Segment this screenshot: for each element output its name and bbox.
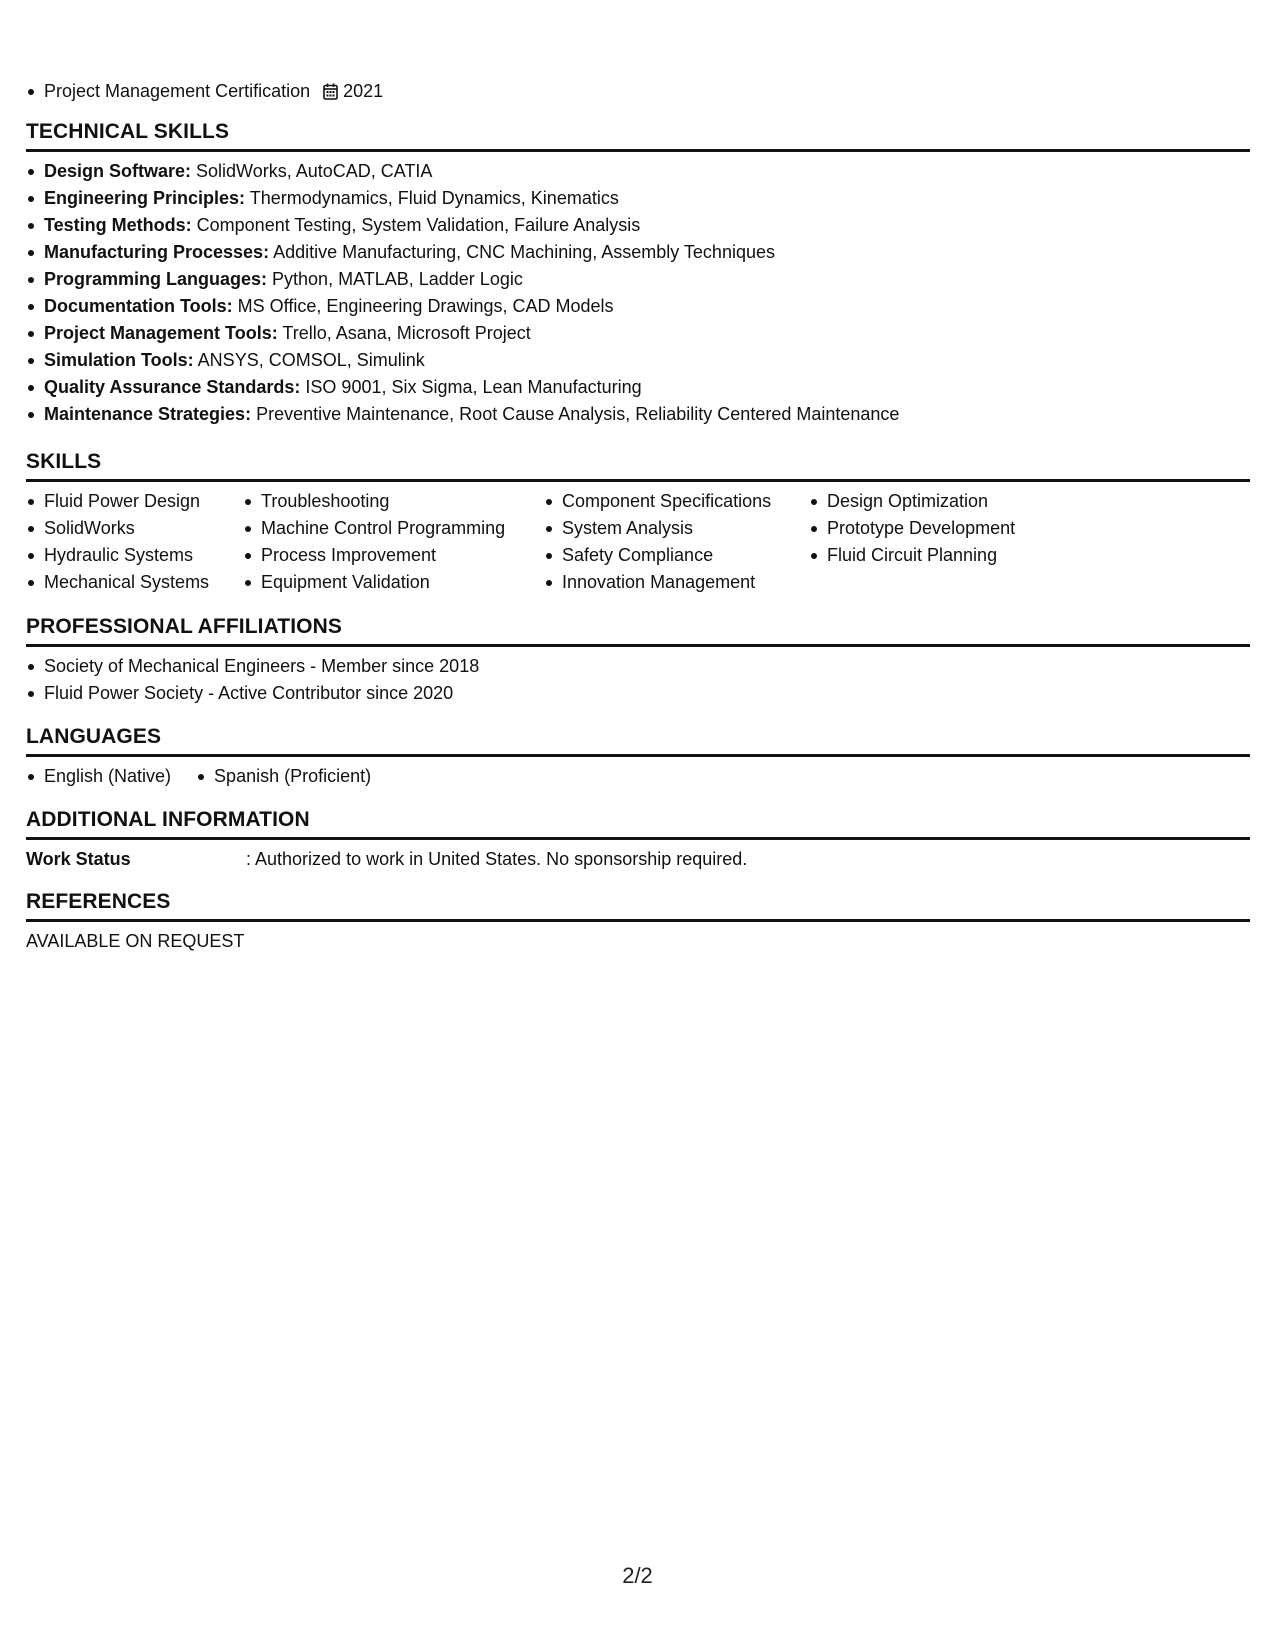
certification-item bbox=[26, 78, 383, 105]
list-item bbox=[26, 347, 1250, 374]
list-item: Troubleshooting bbox=[243, 488, 544, 515]
additional-info-section bbox=[26, 806, 1250, 873]
references-section bbox=[26, 888, 1250, 955]
skills-column bbox=[26, 488, 243, 596]
list-item: Fluid Power Design bbox=[26, 488, 243, 515]
list-item bbox=[26, 401, 1250, 428]
section-title-affiliations: PROFESSIONAL AFFILIATIONS bbox=[26, 613, 1250, 647]
skill-category-value: MS Office, Engineering Drawings, CAD Models bbox=[232, 296, 614, 316]
languages-section bbox=[26, 723, 1250, 790]
calendar-icon bbox=[323, 83, 338, 100]
skill-category-label: Quality Assurance Standards: bbox=[44, 377, 301, 397]
skill-category-value: Python, MATLAB, Ladder Logic bbox=[267, 269, 523, 289]
section-title-technical-skills: TECHNICAL SKILLS bbox=[26, 118, 1250, 152]
section-title-skills: SKILLS bbox=[26, 448, 1250, 482]
list-item bbox=[26, 374, 1250, 401]
list-item: Design Optimization bbox=[809, 488, 1069, 515]
page-number: 2/2 bbox=[622, 1563, 653, 1588]
list-item: Prototype Development bbox=[809, 515, 1069, 542]
list-item: SolidWorks bbox=[26, 515, 243, 542]
list-item: Innovation Management bbox=[544, 569, 809, 596]
skill-category-value: ISO 9001, Six Sigma, Lean Manufacturing bbox=[300, 377, 642, 397]
references-text: AVAILABLE ON REQUEST bbox=[26, 931, 245, 951]
affiliations-list bbox=[26, 647, 1250, 707]
languages-list bbox=[26, 757, 1250, 790]
affiliations-section bbox=[26, 613, 1250, 707]
skill-category-label: Simulation Tools: bbox=[44, 350, 194, 370]
list-item bbox=[26, 239, 1250, 266]
skill-category-value: Preventive Maintenance, Root Cause Analysis, Reliability Centered Maintenance bbox=[251, 404, 900, 424]
section-title-references: REFERENCES bbox=[26, 888, 1250, 922]
list-item bbox=[26, 293, 1250, 320]
list-item: Mechanical Systems bbox=[26, 569, 243, 596]
list-item: Fluid Power Society - Active Contributor since 2020 bbox=[26, 680, 1250, 707]
list-item: English (Native) bbox=[26, 763, 171, 790]
list-item bbox=[26, 320, 1250, 347]
list-item: System Analysis bbox=[544, 515, 809, 542]
skill-category-label: Project Management Tools: bbox=[44, 323, 278, 343]
list-item: Safety Compliance bbox=[544, 542, 809, 569]
skill-category-label: Documentation Tools: bbox=[44, 296, 233, 316]
list-item: Hydraulic Systems bbox=[26, 542, 243, 569]
list-item: Component Specifications bbox=[544, 488, 809, 515]
info-label: Work Status bbox=[26, 849, 131, 869]
list-item bbox=[26, 158, 1250, 185]
list-item: Equipment Validation bbox=[243, 569, 544, 596]
skill-category-value: Thermodynamics, Fluid Dynamics, Kinematics bbox=[245, 188, 619, 208]
skill-category-label: Engineering Principles: bbox=[44, 188, 246, 208]
skills-column bbox=[544, 488, 809, 596]
skill-category-label: Programming Languages: bbox=[44, 269, 268, 289]
list-item: Society of Mechanical Engineers - Member since 2018 bbox=[26, 653, 1250, 680]
certification-year: 2021 bbox=[343, 81, 384, 101]
skills-grid bbox=[26, 482, 1250, 596]
skill-category-label: Design Software: bbox=[44, 161, 192, 181]
section-title-additional-info: ADDITIONAL INFORMATION bbox=[26, 806, 1250, 840]
technical-skills-list bbox=[26, 152, 1250, 428]
skill-category-value: Trello, Asana, Microsoft Project bbox=[277, 323, 531, 343]
technical-skills-section bbox=[26, 118, 1250, 428]
list-item: Spanish (Proficient) bbox=[196, 763, 371, 790]
skill-category-label: Maintenance Strategies: bbox=[44, 404, 252, 424]
section-title-languages: LANGUAGES bbox=[26, 723, 1250, 757]
list-item: Fluid Circuit Planning bbox=[809, 542, 1069, 569]
skills-column bbox=[243, 488, 544, 596]
skill-category-value: SolidWorks, AutoCAD, CATIA bbox=[191, 161, 433, 181]
skill-category-label: Manufacturing Processes: bbox=[44, 242, 270, 262]
list-item bbox=[26, 212, 1250, 239]
skills-section bbox=[26, 448, 1250, 596]
skills-column bbox=[809, 488, 1069, 596]
list-item: Process Improvement bbox=[243, 542, 544, 569]
skill-category-label: Testing Methods: bbox=[44, 215, 192, 235]
certifications-list bbox=[26, 78, 383, 105]
list-item bbox=[26, 185, 1250, 212]
info-row bbox=[26, 846, 1250, 873]
list-item: Machine Control Programming bbox=[243, 515, 544, 542]
list-item bbox=[26, 266, 1250, 293]
skill-category-value: ANSYS, COMSOL, Simulink bbox=[193, 350, 425, 370]
info-value: : Authorized to work in United States. No sponsorship required. bbox=[246, 849, 748, 869]
skill-category-value: Component Testing, System Validation, Failure Analysis bbox=[191, 215, 641, 235]
skill-category-value: Additive Manufacturing, CNC Machining, Assembly Techniques bbox=[269, 242, 775, 262]
additional-info-body bbox=[26, 840, 1250, 873]
certification-name: Project Management Certification bbox=[44, 81, 311, 101]
